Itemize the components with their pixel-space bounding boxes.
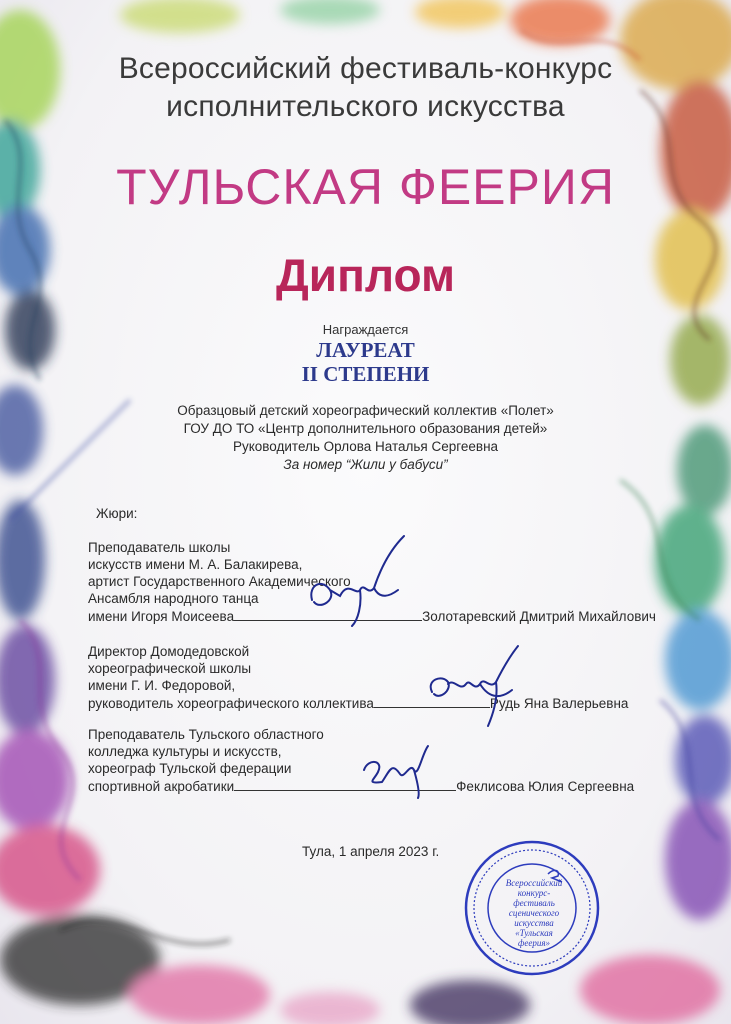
jury-3-line: Преподаватель Тульского областного bbox=[88, 727, 324, 742]
jury-label: Жюри: bbox=[96, 506, 138, 521]
jury-2-line: руководитель хореографического коллектива bbox=[88, 696, 374, 711]
jury-1-line: искусств имени М. А. Балакирева, bbox=[88, 557, 303, 572]
jury-3-line: хореограф Тульской федерации bbox=[88, 761, 292, 776]
recipient-leader: Руководитель Орлова Наталья Сергеевна bbox=[232, 439, 499, 454]
signature-1-image bbox=[300, 530, 410, 630]
festival-subtitle-line2: исполнительского искусства bbox=[166, 90, 565, 123]
jury-1-line: имени Игоря Моисеева bbox=[88, 609, 235, 624]
jury-2-name: Рудь Яна Валерьевна bbox=[489, 696, 629, 711]
award-title-line1: ЛАУРЕАТ bbox=[316, 338, 415, 362]
signature-2-image bbox=[418, 640, 528, 730]
jury-2-line: имени Г. И. Федоровой, bbox=[88, 678, 236, 693]
jury-2-line bbox=[88, 695, 628, 711]
jury-3-line: спортивной акробатики bbox=[88, 779, 235, 794]
jury-3-line: колледжа культуры и искусств, bbox=[88, 744, 282, 759]
jury-1-name: Золотаревский Дмитрий Михайлович bbox=[422, 609, 656, 624]
jury-2-line: Директор Домодедовской bbox=[88, 644, 250, 659]
recipient-organization: ГОУ ДО ТО «Центр дополнительного образования детей» bbox=[183, 421, 548, 436]
award-title-line2: II СТЕПЕНИ bbox=[301, 362, 430, 386]
festival-subtitle-line1: Всероссийский фестиваль-конкурс bbox=[118, 52, 613, 85]
festival-name: ТУЛЬСКАЯ ФЕЕРИЯ bbox=[116, 159, 615, 215]
recipient-performance: За номер “Жили у бабуси” bbox=[283, 457, 448, 472]
jury-2-line: хореографической школы bbox=[88, 661, 252, 676]
jury-1-line: Преподаватель школы bbox=[88, 540, 231, 555]
place-date: Тула, 1 апреля 2023 г. bbox=[302, 844, 440, 859]
document-title: Диплом bbox=[276, 249, 455, 301]
award-intro: Награждается bbox=[322, 322, 409, 337]
jury-1-line: Ансамбля народного танца bbox=[88, 591, 259, 606]
stamp-text: Всероссийский конкурс-фестиваль сценического искусства «Тульская феерия» bbox=[505, 878, 563, 948]
jury-3-name: Феклисова Юлия Сергеевна bbox=[456, 779, 635, 794]
jury-1-line: артист Государственного Академического bbox=[88, 574, 351, 589]
signature-3-image bbox=[356, 740, 446, 800]
recipient-collective: Образцовый детский хореографический коллектив «Полет» bbox=[177, 403, 554, 418]
